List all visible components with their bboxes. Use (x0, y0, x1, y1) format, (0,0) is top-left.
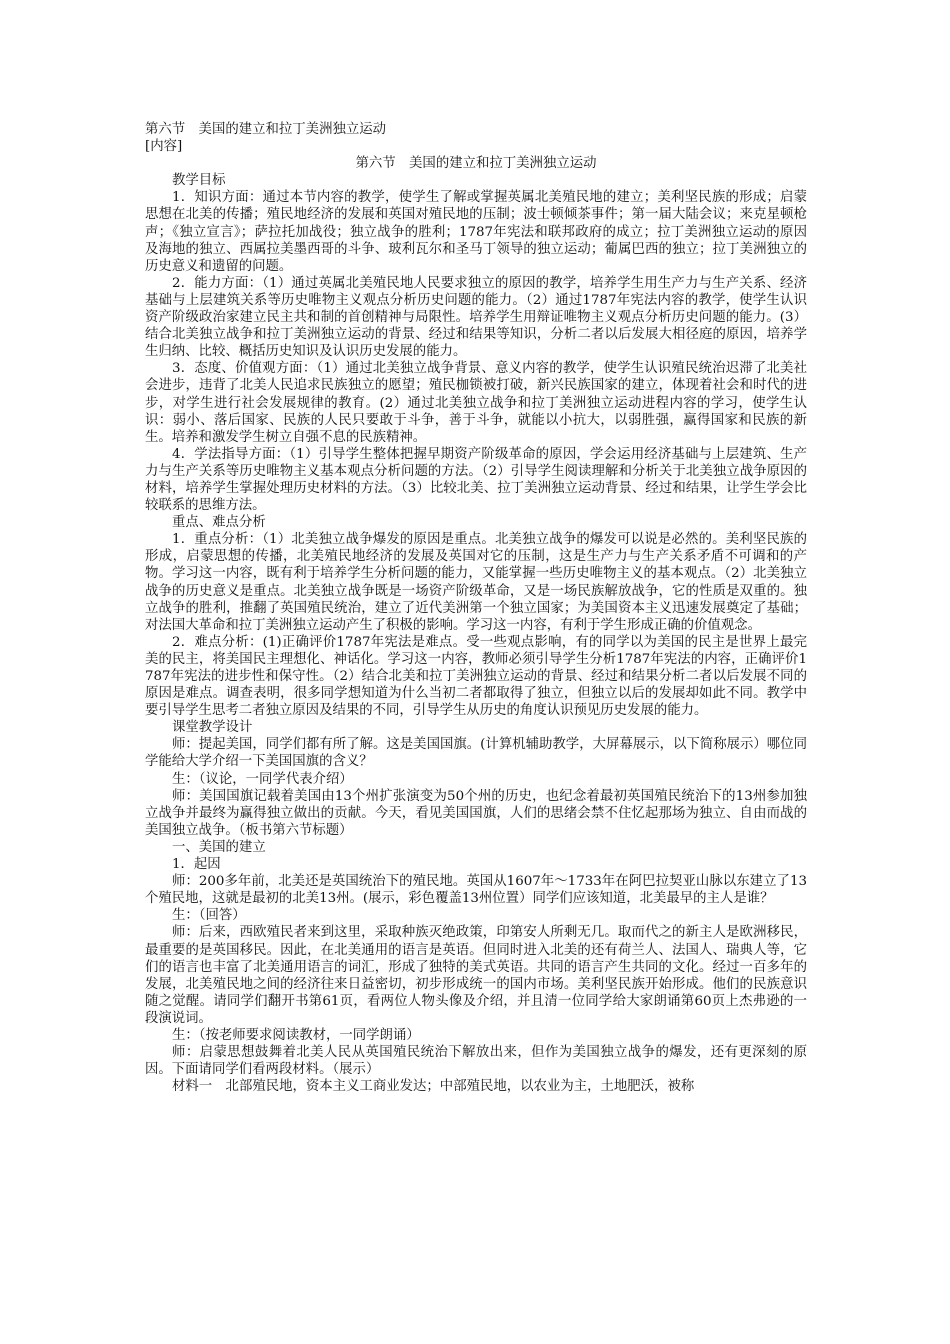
design-heading: 课堂教学设计 (172, 720, 253, 736)
key-points: 1．重点分析：（1）北美独立战争爆发的原因是重点。北美独立战争的爆发可以说是必然的。美利坚民族的形成，启蒙思想的传播，北美殖民地经济的发展及英国对它的压制，这是生产力与生产关系矛盾不可调和的产物。学习这一内容，既有利于培养学生分析问题的能力，又能掌握一些历史唯物主义的基本观点。（2）北美独立战争的历史意义是重点。北美独立战争既是一场资产阶级革命，又是一场民族解放战争，它的性质是双重的。独立战争的胜利，推翻了英国殖民统治，建立了近代美洲第一个独立国家；为美国资本主义迅速发展奠定了基础；对法国大革命和拉丁美洲独立运动产生了积极的影响。学习这一内容，有利于学生形成正确的价值观念。 (145, 532, 807, 633)
student-line: 生：（议论，一同学代表介绍） (172, 771, 353, 787)
goal-attitude: 3．态度、价值观方面：（1）通过北美独立战争背景、意义内容的教学，使学生认识殖民统治迟滞了北美社会进步，违背了北美人民追求民族独立的愿望；殖民枷锁被打破，新兴民族国家的建立，体现着社会和时代的进步，对学生进行社会发展规律的教育。(2）通过北美独立战争和拉丁美洲独立运动进程内容的学习，使学生认识：弱小、落后国家、民族的人民只要敢于斗争，善于斗争，就能以小抗大，以弱胜强，赢得国家和民族的新生。培养和激发学生树立自强不息的民族精神。 (145, 361, 807, 445)
material-one: 材料一 北部殖民地，资本主义工商业发达；中部殖民地，以农业为主，土地肥沃，被称 (172, 1079, 695, 1095)
part-heading: 一、美国的建立 (172, 839, 266, 855)
student-line: 生：（按老师要求阅读教材，一同学朗诵） (172, 1027, 420, 1043)
key-heading: 重点、难点分析 (172, 515, 266, 531)
student-line: 生：（回答） (172, 908, 246, 924)
teacher-line: 师：启蒙思想鼓舞着北美人民从英国殖民统治下解放出来，但作为美国独立战争的爆发，还有更深刻的原因。下面请同学们看两段材料。（展示） (145, 1045, 807, 1078)
teacher-line: 师：提起美国，同学们都有所了解。这是美国国旗。(计算机辅助教学，大屏幕展示，以下简称展示）哪位同学能给大学介绍一下美国国旗的含义？ (145, 737, 807, 770)
difficult-points: 2．难点分析：(1)正确评价1787年宪法是难点。受一些观点影响，有的同学以为美国的民主是世界上最完美的民主，将美国民主理想化、神话化。学习这一内容，教师必须引导学生分析1787年宪法的内容，正确评价1787年宪法的进步性和保守性。（2）结合北美和拉丁美洲独立运动的背景、经过和结果分析二者以后发展不同的原因是难点。调查表明，很多同学想知道为什么当初二者都取得了独立，但独立以后的发展却如此不同。教学中要引导学生思考二者独立原因及结果的不同，引导学生从历史的角度认识预见历史发展的能力。 (145, 634, 807, 719)
header-title: 第六节 美国的建立和拉丁美洲独立运动 (145, 122, 387, 137)
goal-method: 4．学法指导方面：（1）引导学生整体把握早期资产阶级革命的原因，学会运用经济基础与上层建筑、生产力与生产关系等历史唯物主义基本观点分析问题的方法。（2）引导学生阅读理解和分析关于北美独立战争原因的材料，培养学生掌握处理历史材料的方法。（3）比较北美、拉丁美洲独立运动背景、经过和结果，让学生学会比较联系的思维方法。 (145, 446, 807, 514)
teacher-line: 师：200多年前，北美还是英国统治下的殖民地。英国从1607年～1733年在阿巴拉契亚山脉以东建立了13个殖民地，这就是最初的北美13州。(展示，彩色覆盖13州位置）同学们应该知道，北美最早的主人是谁？ (145, 874, 807, 907)
header-tag: [内容] (145, 139, 183, 155)
section-title: 第六节 美国的建立和拉丁美洲独立运动 (355, 156, 597, 172)
goals-heading: 教学目标 (172, 173, 226, 189)
goal-ability: 2．能力方面：（1）通过英属北美殖民地人民要求独立的原因的教学，培养学生用生产力与生产关系、经济基础与上层建筑关系等历史唯物主义观点分析历史问题的能力。（2）通过1787年宪法内容的教学，使学生认识资产阶级政治家建立民主共和制的首创精神与局限性。培养学生用辩证唯物主义观点分析历史问题的能力。(3）结合北美独立战争和拉丁美洲独立运动的背景、经过和结果等知识，分析二者以后发展大相径庭的原因，培养学生归纳、比较、概括历史知识及认识历史发展的能力。 (145, 275, 807, 360)
teacher-line: 师：后来，西欧殖民者来到这里，采取种族灭绝政策，印第安人所剩无几。取而代之的新主人是欧洲移民，最重要的是英国移民。因此，在北美通用的语言是英语。但同时进入北美的还有荷兰人、法国人、瑞典人等，它们的语言也丰富了北美通用语言的词汇，形成了独特的美式英语。共同的语言产生共同的文化。经过一百多年的发展，北美殖民地之间的经济往来日益密切，初步形成统一的国内市场。美利坚民族开始形成。他们的民族意识随之觉醒。请同学们翻开书第61页，看两位人物头像及介绍，并且清一位同学给大家朗诵第60页上杰弗逊的一段演说词。 (145, 925, 807, 1026)
document-page (145, 121, 807, 1095)
sub-heading: 1．起因 (172, 857, 221, 873)
teacher-line: 师：美国国旗记载着美国由13个州扩张演变为50个州的历史，也纪念着最初英国殖民统治下的13州参加独立战争并最终为赢得独立做出的贡献。今天，看见美国国旗，人们的思绪会禁不住忆起那场为独立、自由而战的美国独立战争。（板书第六节标题） (145, 788, 807, 838)
goal-knowledge: 1．知识方面：通过本节内容的教学，使学生了解或掌握英属北美殖民地的建立；美利坚民族的形成；启蒙思想在北美的传播；殖民地经济的发展和英国对殖民地的压制；波士顿倾茶事件；第一届大陆会议；来克星顿枪声；《独立宣言》；萨拉托加战役；独立战争的胜利；1787年宪法和联邦政府的成立；拉丁美洲独立运动的原因及海地的独立、西属拉美墨西哥的斗争、玻利瓦尔和圣马丁领导的独立运动；葡属巴西的独立；拉丁美洲独立的历史意义和遗留的问题。 (145, 190, 807, 274)
